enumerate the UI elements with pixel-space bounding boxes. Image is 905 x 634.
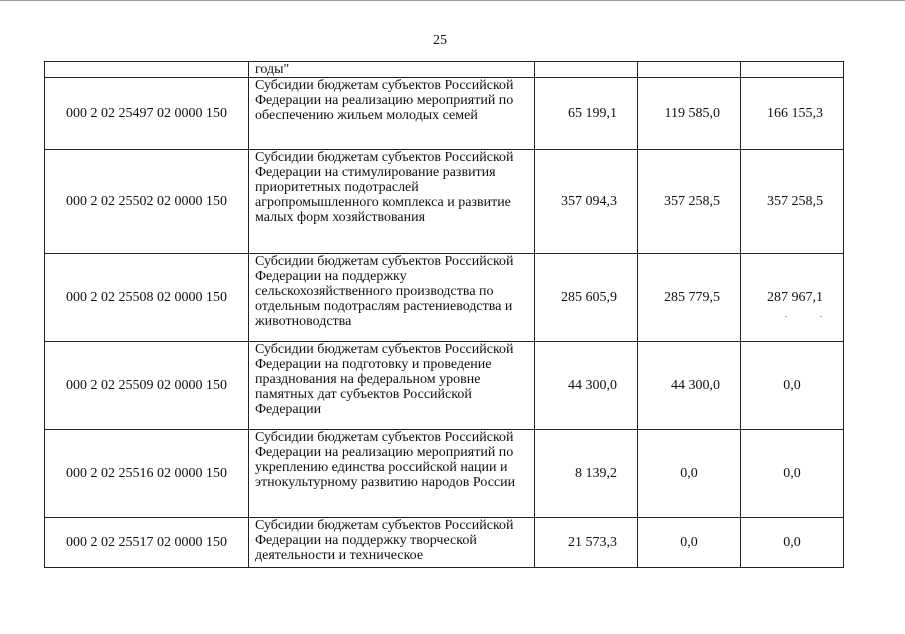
value-year1-cell: 357 094,3 — [535, 150, 638, 254]
budget-code-cell: 000 2 02 25508 02 0000 150 — [45, 254, 249, 342]
name-cell: Субсидии бюджетам субъектов Российской Федерации на стимулирование развития приоритетных подотраслей агропромышленного комплекса и развитие малых форм хозяйствования — [249, 150, 535, 254]
value-year3-cell: 357 258,5 — [741, 150, 844, 254]
budget-code-cell: 000 2 02 25497 02 0000 150 — [45, 78, 249, 150]
scan-speck — [820, 316, 822, 317]
name-cell: Субсидии бюджетам субъектов Российской Федерации на поддержку творческой деятельности и техническое — [249, 518, 535, 568]
code-cell — [45, 62, 249, 78]
value-year2-cell: 0,0 — [638, 518, 741, 568]
scan-edge-line — [0, 0, 905, 1]
value-cell — [638, 62, 741, 78]
name-cell: Субсидии бюджетам субъектов Российской Федерации на поддержку сельскохозяйственного производства по отдельным подотраслям растениеводства и животноводства — [249, 254, 535, 342]
name-cell: Субсидии бюджетам субъектов Российской Федерации на подготовку и проведение празднования на федеральном уровне памятных дат субъектов Российской Федерации — [249, 342, 535, 430]
value-year1-cell: 44 300,0 — [535, 342, 638, 430]
table-row — [45, 518, 844, 568]
table-row — [45, 342, 844, 430]
table-row — [45, 254, 844, 342]
value-year1-cell: 285 605,9 — [535, 254, 638, 342]
value-year2-cell: 357 258,5 — [638, 150, 741, 254]
value-year3-cell: 0,0 — [741, 342, 844, 430]
table-row — [45, 430, 844, 518]
value-year2-cell: 119 585,0 — [638, 78, 741, 150]
value-cell — [535, 62, 638, 78]
value-year3-cell: 166 155,3 — [741, 78, 844, 150]
budget-revenue-table — [44, 61, 844, 568]
name-cell: годы" — [249, 62, 535, 78]
budget-code-cell: 000 2 02 25502 02 0000 150 — [45, 150, 249, 254]
value-year3-cell: 0,0 — [741, 518, 844, 568]
value-year3-cell: 0,0 — [741, 430, 844, 518]
name-cell: Субсидии бюджетам субъектов Российской Федерации на реализацию мероприятий по укреплению единства российской нации и этнокультурному развитию народов России — [249, 430, 535, 518]
value-year1-cell: 65 199,1 — [535, 78, 638, 150]
value-year3-cell: 287 967,1 — [741, 254, 844, 342]
value-cell — [741, 62, 844, 78]
scan-speck — [785, 316, 787, 317]
table-row — [45, 78, 844, 150]
value-year2-cell: 285 779,5 — [638, 254, 741, 342]
value-year1-cell: 8 139,2 — [535, 430, 638, 518]
budget-code-cell: 000 2 02 25516 02 0000 150 — [45, 430, 249, 518]
name-cell: Субсидии бюджетам субъектов Российской Федерации на реализацию мероприятий по обеспечению жильем молодых семей — [249, 78, 535, 150]
page-number: 25 — [433, 33, 447, 48]
value-year1-cell: 21 573,3 — [535, 518, 638, 568]
budget-code-cell: 000 2 02 25517 02 0000 150 — [45, 518, 249, 568]
budget-code-cell: 000 2 02 25509 02 0000 150 — [45, 342, 249, 430]
value-year2-cell: 44 300,0 — [638, 342, 741, 430]
table-row-continuation — [45, 62, 844, 78]
value-year2-cell: 0,0 — [638, 430, 741, 518]
table-row — [45, 150, 844, 254]
